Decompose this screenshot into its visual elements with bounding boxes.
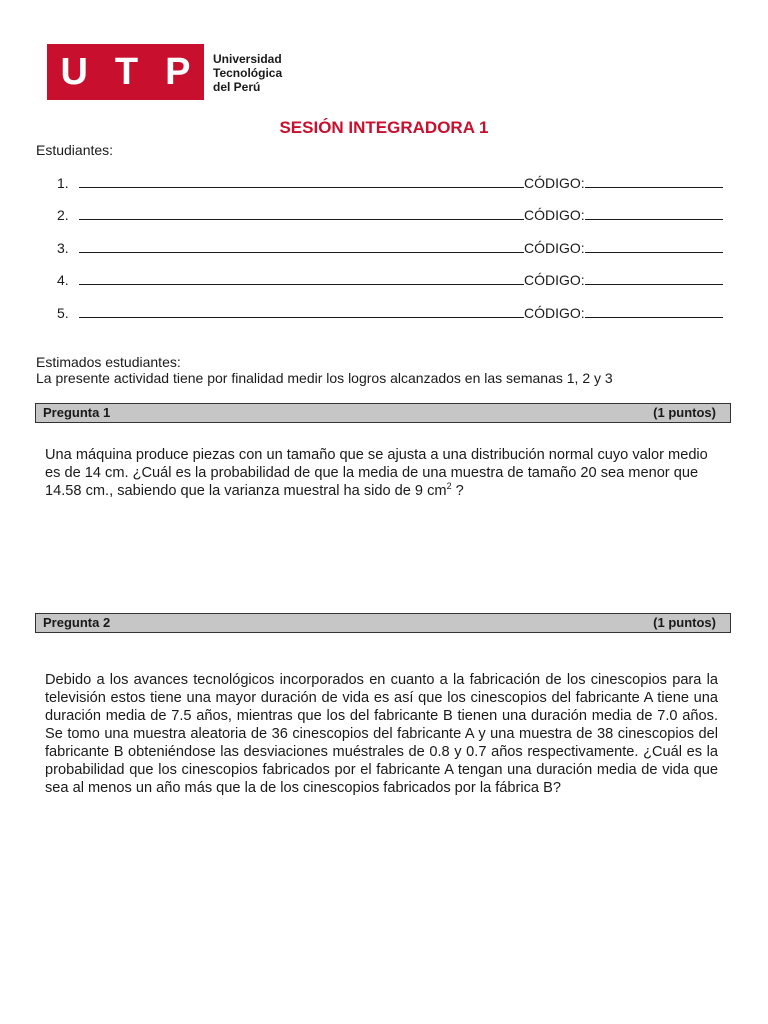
students-label: Estudiantes: — [36, 142, 114, 158]
code-label: CÓDIGO: — [524, 207, 585, 223]
question-1-body: Una máquina produce piezas con un tamaño que se ajusta a una distribución normal cuyo valor medio es de 14 cm. ¿Cuál es la probabilidad de que la media de una muestra de tamaño 20 sea menor que 14.58 cm., sabiendo que la varianza muestral ha sido de 9 cm — [45, 447, 708, 499]
question-1-points: (1 puntos) — [653, 405, 716, 420]
student-code-blank[interactable] — [585, 174, 723, 188]
student-number: 4. — [57, 272, 69, 288]
student-row — [57, 206, 723, 223]
logo-letter-p: P — [165, 50, 191, 93]
student-code-blank[interactable] — [585, 271, 723, 285]
student-number: 1. — [57, 175, 69, 191]
code-label: CÓDIGO: — [524, 240, 585, 256]
intro-text — [36, 354, 613, 386]
intro-purpose: La presente actividad tiene por finalidad medir los logros alcanzados en las semanas 1, 2 y 3 — [36, 370, 613, 386]
utp-logo — [47, 44, 285, 100]
question-1-end: ? — [451, 483, 464, 499]
code-label: CÓDIGO: — [524, 272, 585, 288]
squared-superscript: 2 — [446, 481, 452, 491]
question-2-points: (1 puntos) — [653, 615, 716, 630]
student-name-blank[interactable] — [79, 304, 524, 318]
student-code-blank[interactable] — [585, 206, 723, 220]
logo-line-2: Tecnológica — [213, 66, 283, 80]
question-1-header — [35, 403, 731, 423]
logo-line-3: del Perú — [213, 80, 261, 94]
question-1-text — [45, 446, 723, 501]
student-name-blank[interactable] — [79, 239, 524, 253]
logo-university-name — [213, 52, 282, 94]
code-label: CÓDIGO: — [524, 305, 585, 321]
student-name-blank[interactable] — [79, 174, 524, 188]
logo-letter-t: T — [114, 50, 139, 93]
student-name-blank[interactable] — [79, 206, 524, 220]
student-number: 2. — [57, 207, 69, 223]
question-2-label: Pregunta 2 — [43, 615, 111, 630]
student-row — [57, 239, 723, 256]
student-number: 3. — [57, 240, 69, 256]
logo-letters — [47, 44, 204, 100]
logo-letter-u: U — [60, 50, 88, 93]
student-code-blank[interactable] — [585, 304, 723, 318]
logo-line-1: Universidad — [213, 52, 282, 66]
intro-greeting: Estimados estudiantes: — [36, 354, 181, 370]
student-row — [57, 304, 723, 321]
student-code-blank[interactable] — [585, 239, 723, 253]
student-row — [57, 174, 723, 191]
page-title: SESIÓN INTEGRADORA 1 — [279, 118, 489, 137]
question-2-text: Debido a los avances tecnológicos incorporados en cuanto a la fabricación de los cinescopios para la televisión estos tiene una mayor duración de vida es así que los cinescopios del fabricante A tiene una duración media de 7.5 años, mientras que los del fabricante B tienen una duración media de 7.0 años. Se tomo una muestra aleatoria de 36 cinescopios del fabricante A y una muestra de 38 cinescopios del fabricante B obteniéndose las desviaciones muéstrales de 0.8 y 0.7 años respectivamente. ¿Cuál es la probabilidad que los cinescopios fabricados por el fabricante A tengan una duración media de vida que sea al menos un año más que la de los cinescopios fabricados por la fábrica B? — [45, 672, 718, 796]
code-label: CÓDIGO: — [524, 175, 585, 191]
student-row — [57, 271, 723, 288]
student-name-blank[interactable] — [79, 271, 524, 285]
question-1-label: Pregunta 1 — [43, 405, 111, 420]
student-number: 5. — [57, 305, 69, 321]
question-2-header — [35, 613, 731, 633]
